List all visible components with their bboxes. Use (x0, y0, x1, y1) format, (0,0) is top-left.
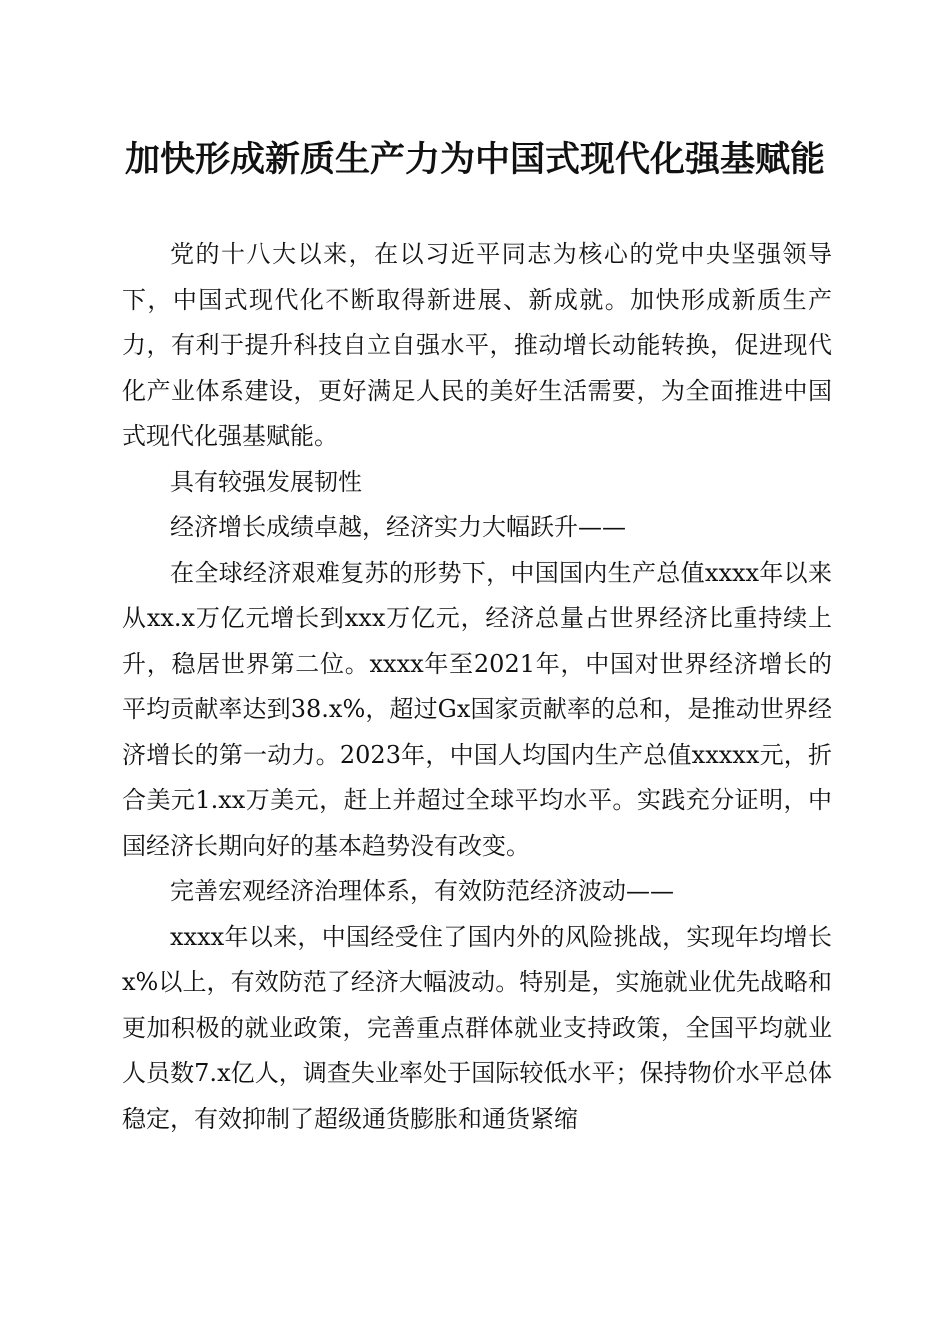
paragraph-intro: 党的十八大以来，在以习近平同志为核心的党中央坚强领导下，中国式现代化不断取得新进展、新成就。加快形成新质生产力，有利于提升科技自立自强水平，推动增长动能转换，促进现代化产业体系建设，更好满足人民的美好生活需要，为全面推进中国式现代化强基赋能。 (122, 240, 832, 450)
section-heading-resilience: 具有较强发展韧性 (170, 467, 362, 496)
paragraph-economic-growth: 在全球经济艰难复苏的形势下，中国国内生产总值xxxx年以来从xx.x万亿元增长到xxx万亿元，经济总量占世界经济比重持续上升，稳居世界第二位。xxxx年至2021年，中国对世界经济增长的平均贡献率达到38.x%，超过Gx国家贡献率的总和，是推动世界经济增长的第一动力。2023年，中国人均国内生产总值xxxxx元，折合美元1.xx万美元，赶上并超过全球平均水平。实践充分证明，中国经济长期向好的基本趋势没有改变。 (122, 558, 832, 860)
subheading-macro-governance: 完善宏观经济治理体系，有效防范经济波动—— (170, 877, 674, 905)
document-body (122, 232, 832, 1142)
document-title: 加快形成新质生产力为中国式现代化强基赋能 (124, 139, 825, 180)
subheading-economic-growth: 经济增长成绩卓越，经济实力大幅跃升—— (170, 513, 626, 541)
paragraph-macro-governance: xxxx年以来，中国经受住了国内外的风险挑战，实现年均增长x%以上，有效防范了经济大幅波动。特别是，实施就业优先战略和更加积极的就业政策，完善重点群体就业支持政策，全国平均就业人员数7.x亿人，调查失业率处于国际较低水平；保持物价水平总体稳定，有效抑制了超级通货膨胀和通货紧缩 (122, 922, 832, 1133)
